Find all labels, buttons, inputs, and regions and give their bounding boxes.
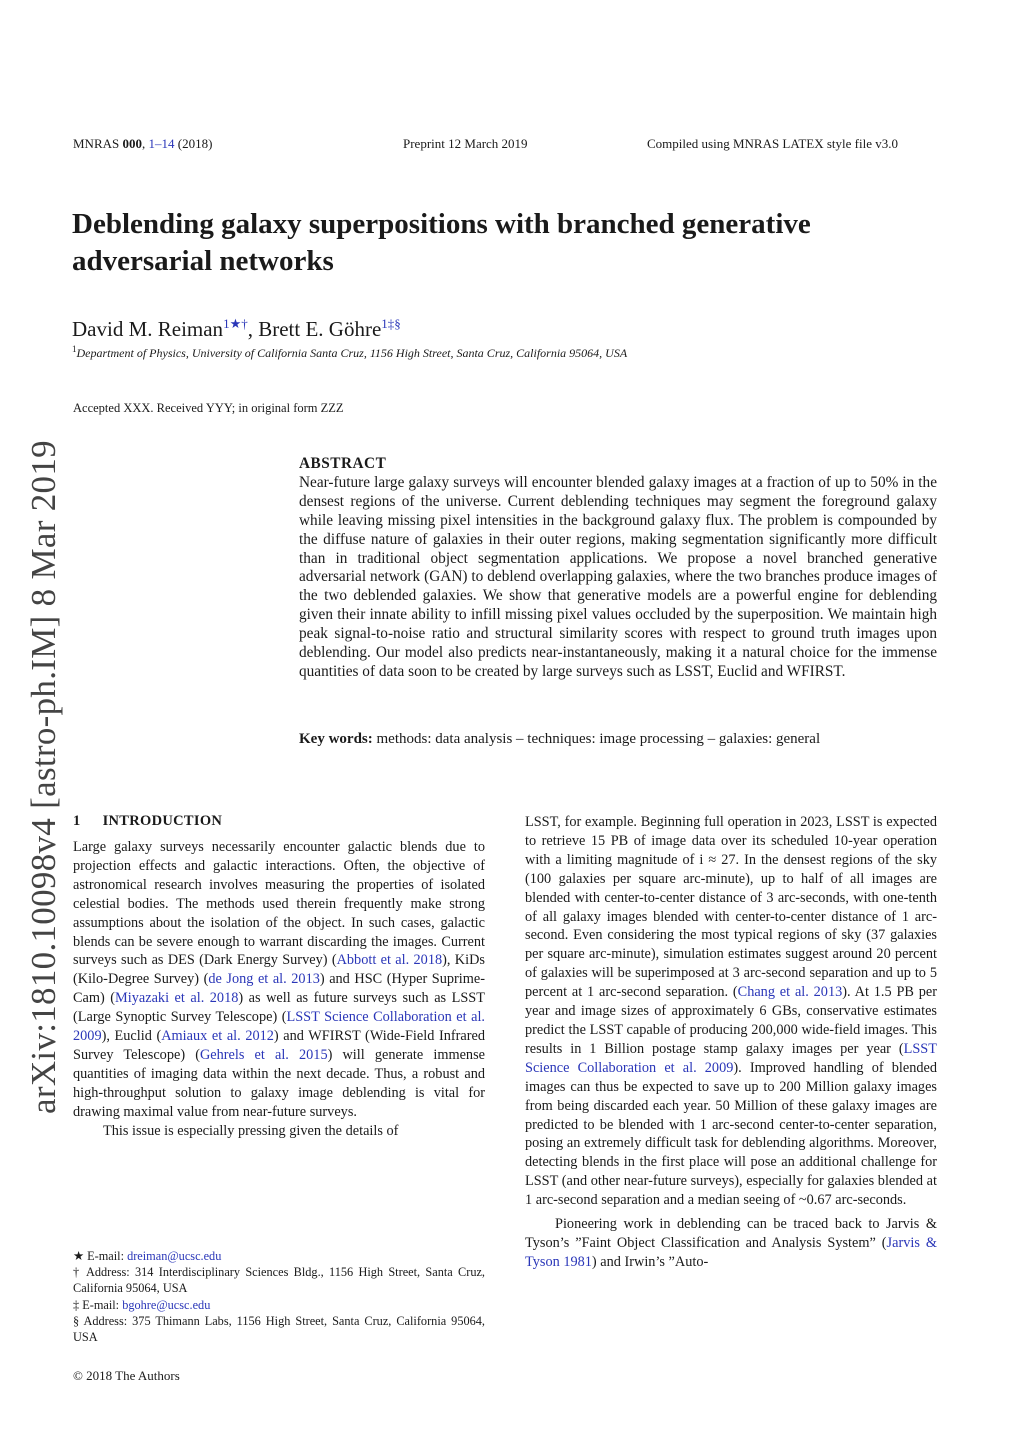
section-title: INTRODUCTION (102, 813, 223, 829)
email-link-dreiman[interactable]: dreiman@ucsc.edu (127, 1249, 222, 1263)
intro-paragraph-2: This issue is especially pressing given the details of (103, 1122, 399, 1139)
footnotes (73, 1248, 485, 1345)
abstract-text: Near-future large galaxy surveys will encounter blended galaxy images at a fraction of up to 50% in the densest regions of the universe. Current deblending techniques may segment the foreground galaxy while leaving missing pixel intensities in the background galaxy flux. The problem is compounded by the diffuse nature of galaxies in their outer regions, making segmentation significantly more difficult than in traditional object segmentation applications. We propose a novel branched generative adversarial network (GAN) to deblend overlapping galaxies, where the two branches produce images of the two deblended galaxies. We show that generative models are a powerful engine for deblending given their innate ability to infill missing pixel values occluded by the superposition. We maintain high peak signal-to-noise ratio and structural similarity scores with respect to ground truth images upon deblending. Our model also predicts near-instantaneously, making it a natural choice for the immense quantities of data soon to be created by large surveys such as LSST, Euclid and WFIRST. (299, 473, 937, 680)
citation-lsst-2009[interactable]: LSST Science Collaboration et al. 2009 (73, 1009, 485, 1045)
copyright-notice: © 2018 The Authors (73, 1368, 180, 1383)
author-1-marks[interactable]: 1★† (223, 316, 248, 331)
author-1: David M. Reiman (72, 317, 224, 341)
author-2-marks[interactable]: 1‡§ (381, 316, 401, 331)
affiliation (72, 344, 627, 361)
author-separator: , (247, 317, 259, 341)
footnote-2: † Address: 314 Interdisciplinary Sciences Bldg., 1156 High Street, Santa Cruz, California 95064, USA (73, 1265, 485, 1296)
footnote-1 (73, 1248, 485, 1264)
text-run: ). At 1.5 PB per year and image sizes of approximately 6 GBs, conservative estimates predict the LSST capable of producing 200,000 wide-field images. This results in 1 Billion postage stamp galaxy images per year ( (525, 984, 938, 1057)
text-run: LSST, for example. Beginning full operation in 2023, LSST is expected to retrieve 15 PB of image data over its scheduled 10-year operation with a limiting magnitude of i ≈ 27. In the densest regions of the sky (100 galaxies per square arc-minute), up to half of all images are blended with center-to-center distance of 3 arc-seconds, with one-tenth of all galaxy images blended with center-to-center distance of 1 arc-second. Even considering the most typical regions of sky (37 galaxies per square arc-minute), simulation estimates suggest around 20 percent of galaxies will be superimposed at 3 arc-second separation and up to 5 percent at 1 arc-second separation. ( (525, 814, 937, 1001)
intro-paragraph-2-continued (525, 813, 937, 1210)
citation-abbott-2018[interactable]: Abbott et al. 2018 (336, 952, 443, 969)
intro-paragraph-3 (525, 1215, 937, 1272)
email-link-bgohre[interactable]: bgohre@ucsc.edu (122, 1297, 211, 1312)
citation-gehrels-2015[interactable]: Gehrels et al. 2015 (199, 1046, 328, 1063)
text-run: ). Improved handling of blended images can thus be expected to save up to 200 Million galaxy images from being discarded each year. 50 Million of these galaxy images are predicted to be blended with 1 arc-second center-to-center separation, posing an extremely difficult task for deblending algorithms. Moreover, detecting blends in the first place will pose an additional challenge for LSST (and other near-future surveys), especially for galaxies blended at 1 arc-second separation and a median seeing of ~0.67 arc-seconds. (525, 1059, 937, 1209)
text-run: ), KiDs (Kilo-Degree Survey) ( (73, 952, 485, 988)
left-column (73, 813, 485, 1141)
right-column (525, 813, 937, 1272)
text-run: ) and WFIRST (Wide-Field Infrared Survey Telescope) ( (73, 1028, 485, 1063)
journal-header: MNRAS 000, 1–14 (2018) (73, 136, 213, 151)
abstract-heading: ABSTRACT (299, 455, 387, 472)
citation-miyazaki-2018[interactable]: Miyazaki et al. 2018 (115, 990, 239, 1007)
journal-name: MNRAS (73, 136, 120, 151)
text-run: ) and Irwin’s ”Auto- (591, 1253, 709, 1270)
affiliation-mark: 1 (72, 344, 77, 354)
citation-jarvis-tyson-1981[interactable]: Jarvis & Tyson 1981 (525, 1234, 937, 1270)
paper-title: Deblending galaxy superpositions with branched generative adversarial networks (72, 208, 811, 277)
citation-amiaux-2012[interactable]: Amiaux et al. 2012 (161, 1028, 274, 1045)
footnote-label: E-mail: (84, 1249, 128, 1263)
affiliation-text: Department of Physics, University of California Santa Cruz, 1156 High Street, Santa Cruz, California 95064, USA (76, 346, 628, 360)
footnote-4: § Address: 375 Thimann Labs, 1156 High Street, Santa Cruz, California 95064, USA (73, 1313, 485, 1345)
text-run: ), Euclid ( (101, 1028, 162, 1045)
author-list (72, 316, 401, 342)
text-run: Large galaxy surveys necessarily encounter galactic blends due to projection effects and galactic interactions. Often, the objective of astronomical research involves measuring the properties of isolated celestial bodies. The methods used therein frequently make strong assumptions about the isolation of the object. In such cases, galactic blends can be severe enough to warrant discarding the images. Current surveys such as DES (Dark Energy Survey) ( (73, 839, 485, 969)
compiled-note: Compiled using MNRAS LATEX style file v3.0 (647, 136, 898, 151)
preprint-date: Preprint 12 March 2019 (403, 136, 528, 151)
footnote-label: ‡ E-mail: (73, 1297, 123, 1312)
footnote-3 (73, 1297, 485, 1313)
abstract-block (299, 455, 937, 682)
page-range-link[interactable]: 1–14 (148, 136, 175, 151)
section-number: 1 (73, 813, 81, 829)
journal-volume: 000 (122, 136, 142, 151)
keywords-label: Key words: (299, 731, 373, 747)
citation-dejong-2013[interactable]: de Jong et al. 2013 (208, 971, 320, 988)
citation-chang-2013[interactable]: Chang et al. 2013 (737, 984, 843, 1001)
arxiv-identifier: arXiv:1810.10098v4 [astro-ph.IM] 8 Mar 2019 (24, 440, 63, 1114)
author-2: Brett E. Göhre (258, 317, 382, 341)
citation-lsst-2009-b[interactable]: LSST Science Collaboration et al. 2009 (525, 1040, 937, 1076)
text-run: ) as well as future surveys such as LSST (Large Synoptic Survey Telescope) ( (73, 990, 485, 1026)
text-run: Pioneering work in deblending can be traced back to Jarvis & Tyson’s ”Faint Object Classification and Analysis System” ( (525, 1216, 937, 1251)
keywords-line (299, 731, 939, 748)
text-run: ) and HSC (Hyper Suprime-Cam) ( (73, 971, 485, 1007)
journal-year: (2018) (177, 136, 213, 151)
accepted-line: Accepted XXX. Received YYY; in original form ZZZ (73, 401, 344, 415)
footnote-star-mark: ★ (73, 1249, 85, 1263)
keywords-text: methods: data analysis – techniques: image processing – galaxies: general (376, 731, 821, 747)
text-run: ) will generate immense quantities of imaging data within the next decade. Thus, a robust and high-throughput solution to galaxy image deblending is vital for drawing maximal value from near-future surveys. (73, 1046, 485, 1120)
section-heading-introduction (73, 813, 485, 830)
intro-paragraph-1 (73, 838, 485, 1122)
